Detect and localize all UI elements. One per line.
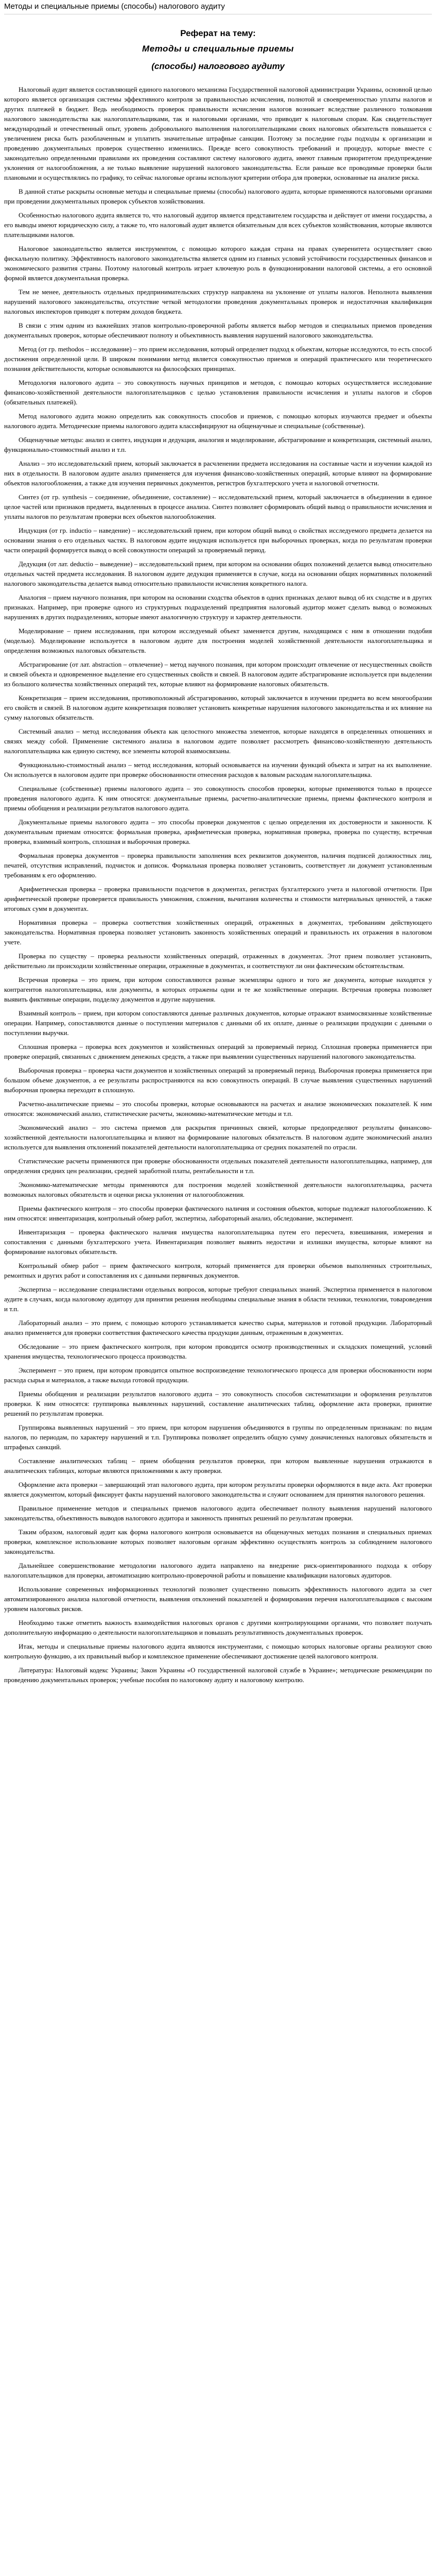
paragraph: Общенаучные методы: анализ и синтез, индукция и дедукция, аналогия и моделирование, абстрагирование и конкретизация, системный анализ, функционально-стоимостный анализ и т.п. (4, 436, 432, 453)
paragraph: В связи с этим одним из важнейших этапов контрольно-проверочной работы является выбор методов и специальных приемов проведения документальных проверок, которые обеспечивают полноту и объективность выявления нарушений налогового законодательства. (4, 321, 432, 339)
paragraph: Сплошная проверка – проверка всех документов и хозяйственных операций за проверяемый период. Сплошная проверка применяется при проверке операций, связанных с движением денежных средств, а также при выявлении существенных нарушений налогового законодательства. (4, 1043, 432, 1060)
paragraph: Группировка выявленных нарушений – это прием, при котором нарушения объединяются в группы по определенным признакам: по видам налогов, по периодам, по характеру нарушений и т.п. Группировка позволяет определить общую сумму доначисленных налоговых обязательств и штрафных санкций. (4, 1423, 432, 1451)
paragraph: Лабораторный анализ – это прием, с помощью которого устанавливается качество сырья, материалов и готовой продукции. Лабораторный анализ применяется для проверки соответствия фактического качества продукции данным, отраженным в документах. (4, 1319, 432, 1336)
paragraph: Формальная проверка документов – проверка правильности заполнения всех реквизитов документов, наличия подписей должностных лиц, печатей, отсутствия исправлений, подчисток и дописок. Формальная проверка позволяет установить, соответствует ли документ установленным требованиям к его оформлению. (4, 852, 432, 879)
paragraph: Аналогия – прием научного познания, при котором на основании сходства объектов в одних признаках делают вывод об их сходстве и в других признаках. Например, при проверке одного из структурных подразделений предприятия налоговый аудитор может сделать вывод о возможных нарушениях в других подразделениях, которые имеют аналогичную структуру и характер деятельности. (4, 594, 432, 621)
paragraph: Специальные (собственные) приемы налогового аудита – это совокупность способов проверки, которые применяются только в процессе проведения налогового аудита. К ним относятся: документальные приемы, расчетно-аналитические приемы, приемы фактического контроля и приемы обобщения и реализации результатов налогового аудита. (4, 785, 432, 812)
paragraph: Экспертиза – исследование специалистами отдельных вопросов, которые требуют специальных знаний. Экспертиза применяется в налоговом аудите в случаях, когда налоговому аудитору для принятия решения необходимы специальные знания в области техники, технологии, товароведения и т.п. (4, 1285, 432, 1313)
paragraph: Особенностью налогового аудита является то, что налоговый аудитор является представителем государства и действует от имени государства, а его выводы имеют юридическую силу, а также то, что налоговый аудит является обязательным для всех субъектов хозяйствования, которые являются плательщиками налогов. (4, 211, 432, 239)
paragraph: Экономический анализ – это система приемов для раскрытия причинных связей, которые предопределяют результаты финансово-хозяйственной деятельности налогоплательщика и влияют на формирование налоговых обязательств. В налоговом аудите экономический анализ используется для выявления отклонений показателей деятельности налогоплательщика от средних показателей по отрасли. (4, 1124, 432, 1151)
essay-title-line-3: (способы) налогового аудиту (151, 61, 285, 71)
paragraph: Расчетно-аналитические приемы – это способы проверки, которые основываются на расчетах и анализе экономических показателей. К ним относятся: экономический анализ, статистические расчеты, экономико-математические методы и т.п. (4, 1100, 432, 1117)
paragraph: Тем не менее, деятельность отдельных предпринимательских структур направлена на уклонение от уплаты налогов. Неполнота выявления нарушений налогового законодательства, отсутствие четкой методологии проведения документальных проверок и недостаточная квалификация налоговых инспекторов приводят к потерям доходов бюджета. (4, 288, 432, 315)
paragraph: Оформление акта проверки – завершающий этап налогового аудита, при котором результаты проверки оформляются в виде акта. Акт проверки является документом, который фиксирует факты нарушений налогового законодательства и служит основанием для принятия налогового решения. (4, 1481, 432, 1498)
essay (4, 27, 432, 1685)
paragraph: Методология налогового аудита – это совокупность научных принципов и методов, с помощью которых осуществляется исследование финансово-хозяйственной деятельности налогоплательщиков с целью установления правильности исчисления и уплаты налогов и сборов (обязательных платежей). (4, 379, 432, 406)
paragraph: Правильное применение методов и специальных приемов налогового аудита обеспечивает полноту выявления нарушений налогового законодательства, объективность выводов налогового аудитора и законность принятых решений по результатам проверки. (4, 1504, 432, 1522)
paragraph: Выборочная проверка – проверка части документов и хозяйственных операций за проверяемый период. Выборочная проверка применяется при большом объеме документов, а ее результаты распространяются на всю совокупность операций. В случае выявления существенных нарушений выборочная проверка переходит в сплошную. (4, 1066, 432, 1094)
paragraph: Проверка по существу – проверка реальности хозяйственных операций, отраженных в документах. Этот прием позволяет установить, действительно ли происходили хозяйственные операции, отраженные в документах, и соответствуют ли они фактическим обстоятельствам. (4, 952, 432, 970)
paragraph: Дальнейшее совершенствование методологии налогового аудита направлено на внедрение риск-ориентированного подхода к отбору налогоплательщиков для проверки, автоматизацию контрольно-проверочной работы и повышение квалификации налоговых аудиторов. (4, 1562, 432, 1579)
paragraph: Документальные приемы налогового аудита – это способы проверки документов с целью определения их достоверности и законности. К документальным приемам относятся: формальная проверка, арифметическая проверка, нормативная проверка, проверка по существу, встречная проверка, взаимный контроль, сплошная и выборочная проверка. (4, 818, 432, 845)
paragraph: Приемы обобщения и реализации результатов налогового аудита – это совокупность способов систематизации и оформления результатов проверки. К ним относятся: группировка выявленных нарушений, составление аналитических таблиц, оформление акта проверки, принятие решений по результатам проверки. (4, 1390, 432, 1417)
paragraph: Индукция (от гр. inductio – наведение) – исследовательский прием, при котором общий вывод о свойствах исследуемого предмета делается на основании знания о его отдельных частях. В налоговом аудите индукция используется при выборочных проверках, когда по результатам проверки части операций формируется вывод о всей совокупности операций за проверяемый период. (4, 527, 432, 554)
paragraph: Составление аналитических таблиц – прием обобщения результатов проверки, при котором выявленные нарушения отражаются в аналитических таблицах, которые являются приложениями к акту проверки. (4, 1457, 432, 1475)
paragraph: Моделирование – прием исследования, при котором исследуемый объект заменяется другим, находящимся с ним в отношении подобия (моделью). Моделирование используется в налоговом аудите для построения моделей хозяйственной деятельности налогоплательщика и определения возможных налоговых обязательств. (4, 627, 432, 654)
paragraph: Конкретизация – прием исследования, противоположный абстрагированию, который заключается в изучении предмета во всем многообразии его свойств и связей. В налоговом аудите конкретизация позволяет установить конкретные нарушения налогового законодательства и их влияние на сумму налоговых обязательств. (4, 694, 432, 721)
paragraph: Обследование – это прием фактического контроля, при котором проводится осмотр производственных и складских помещений, условий хранения имущества, технологического процесса производства. (4, 1343, 432, 1360)
paragraph: Метод (от гр. methodos – исследование) – это прием исследования, который определяет подход к объектам, которые исследуются, то есть способ достижения определенной цели. В широком понимании метод является совокупностью приемов и операций практического или теоретического познания действительности, которые основываются на философских принципах. (4, 345, 432, 372)
paragraph: Итак, методы и специальные приемы налогового аудита являются инструментами, с помощью которых налоговые органы реализуют свою контрольную функцию, а их правильный выбор и комплексное применение обеспечивают достижение целей налогового контроля. (4, 1642, 432, 1660)
paragraph: Необходимо также отметить важность взаимодействия налоговых органов с другими контролирующими органами, что позволяет получать дополнительную информацию о деятельности налогоплательщиков и повышать результативность документальных проверок. (4, 1619, 432, 1636)
paragraph: Инвентаризация – проверка фактического наличия имущества налогоплательщика путем его пересчета, взвешивания, измерения и сопоставления с данными бухгалтерского учета. Инвентаризация позволяет выявить недостачи и излишки имущества, которые влияют на формирование налоговых обязательств. (4, 1228, 432, 1256)
paragraph: Контрольный обмер работ – прием фактического контроля, который применяется для проверки объемов выполненных строительных, ремонтных и других работ и сопоставления их с данными первичных документов. (4, 1262, 432, 1279)
paragraph: Синтез (от гр. synthesis – соединение, объединение, составление) – исследовательский прием, который заключается в объединении в единое целое частей или признаков предмета, выделенных в процессе анализа. Синтез позволяет сформировать общий вывод о правильности исчисления и уплаты налогов по результатам проверки всех объектов налогообложения. (4, 493, 432, 520)
essay-body (4, 84, 432, 1685)
paragraph: Таким образом, налоговый аудит как форма налогового контроля основывается на общенаучных методах познания и специальных приемах проверки, комплексное использование которых позволяет налоговым органам эффективно осуществлять контроль за соблюдением налогового законодательства. (4, 1528, 432, 1555)
page-title: Методы и специальные приемы (способы) налогового аудиту (4, 0, 432, 14)
paragraph: Литература: Налоговый кодекс Украины; Закон Украины «О государственной налоговой службе в Украине»; методические рекомендации по проведению документальных проверок; учебные пособия по налоговому аудиту и налоговому контролю. (4, 1666, 432, 1684)
paragraph: Приемы фактического контроля – это способы проверки фактического наличия и состояния объектов, которые подлежат налогообложению. К ним относятся: инвентаризация, контрольный обмер работ, экспертиза, лабораторный анализ, обследование, эксперимент. (4, 1205, 432, 1222)
paragraph: Арифметическая проверка – проверка правильности подсчетов в документах, регистрах бухгалтерского учета и налоговой отчетности. При арифметической проверке проверяется правильность умножения, сложения, вычитания количества и стоимости материальных ценностей, а также итоговых сумм в документах. (4, 885, 432, 912)
paragraph: Взаимный контроль – прием, при котором сопоставляются данные различных документов, которые отражают взаимосвязанные хозяйственные операции. Например, сопоставляются данные о поступлении материалов с данными об их оплате, данные о реализации продукции с данными о поступлении выручки. (4, 1009, 432, 1037)
paragraph: Встречная проверка – это прием, при котором сопоставляются разные экземпляры одного и того же документа, которые находятся у контрагентов налогоплательщика, или документы, в которых отражены одни и те же хозяйственные операции. Встречная проверка позволяет выявить фиктивные операции, подделку документов и другие нарушения. (4, 976, 432, 1003)
essay-title-line-1: Реферат на тему: (180, 28, 256, 38)
paragraph: Экономико-математические методы применяются для построения моделей хозяйственной деятельности налогоплательщика, расчета возможных налоговых обязательств и оценки риска уклонения от налогообложения. (4, 1181, 432, 1198)
paragraph: Анализ – это исследовательский прием, который заключается в расчленении предмета исследования на составные части и изучении каждой из них в отдельности. В налоговом аудите анализ применяется для изучения финансово-хозяйственных операций, которые влияют на формирование объектов налогообложения, а также для изучения первичных документов, регистров бухгалтерского учета и налоговой отчетности. (4, 460, 432, 487)
paragraph: Дедукция (от лат. deductio – выведение) – исследовательский прием, при котором на основании общих положений делается вывод относительно отдельных частей предмета исследования. В налоговом аудите дедукция применяется в случае, когда на основании общих нормативных положений налогового законодательства делается вывод относительно правильности исчисления конкретного налога. (4, 560, 432, 587)
paragraph: Статистические расчеты применяются при проверке обоснованности отдельных показателей деятельности налогоплательщика, например, для определения средних цен реализации, средней заработной платы, рентабельности и т.п. (4, 1157, 432, 1175)
paragraph: Функционально-стоимостный анализ – метод исследования, который основывается на изучении функций объекта и затрат на их выполнение. Он используется в налоговом аудите при проверке обоснованности отнесения расходов к валовым расходам налогоплательщика. (4, 761, 432, 778)
paragraph: Абстрагирование (от лат. abstraction – отвлечение) – метод научного познания, при котором происходит отвлечение от несущественных свойств и связей объекта и одновременное выделение его существенных свойств и связей. В налоговом аудите абстрагирование используется при выделении из большого количества хозяйственных операций тех, которые влияют на формирование налоговых обязательств. (4, 660, 432, 688)
essay-title-line-2: Методы и специальные приемы (142, 44, 294, 54)
paragraph: Метод налогового аудита можно определить как совокупность способов и приемов, с помощью которых изучаются предмет и объекты налогового аудита. Методические приемы налогового аудита классифицируют на общенаучные и специальные (собственные). (4, 412, 432, 430)
paragraph: Эксперимент – это прием, при котором проводится опытное воспроизведение технологического процесса для проверки обоснованности норм расхода сырья и материалов, а также выхода готовой продукции. (4, 1366, 432, 1384)
paragraph: В данной статье раскрыты основные методы и специальные приемы (способы) налогового аудита, которые применяются налоговыми органами при проведении документальных проверок субъектов хозяйствования. (4, 188, 432, 205)
paragraph: Системный анализ – метод исследования объекта как целостного множества элементов, которые находятся в определенных отношениях и связях между собой. Применение системного анализа в налоговом аудите позволяет рассмотреть финансово-хозяйственную деятельность налогоплательщика как единую систему, все элементы которой взаимосвязаны. (4, 727, 432, 755)
paragraph: Использование современных информационных технологий позволяет существенно повысить эффективность налогового аудита за счет автоматизированного анализа налоговой отчетности, выявления отклонений показателей и формирования перечня налогоплательщиков с высоким уровнем налоговых рисков. (4, 1585, 432, 1613)
paragraph: Налоговое законодательство является инструментом, с помощью которого каждая страна на правах суверенитета осуществляет свою фискальную политику. Эффективность налогового законодательства является одним из главных условий устойчивости государственных финансов и экономического развития страны. Поэтому налоговый контроль играет ключевую роль в функционировании налоговой системы, а его основной формой является документальная проверка. (4, 245, 432, 282)
paragraph: Налоговый аудит является составляющей единого налогового механизма Государственной налоговой администрации Украины, основной целью которого является организация системы эффективного контроля за правильностью исчисления, полнотой и своевременностью уплаты налогов и других платежей в бюджет. Ведь необходимость проверок правильности исчисления налогов возникает вследствие различного толкования налогового законодательства как налогоплательщиками, так и налоговыми органами, что приводит к налоговым спорам. Как свидетельствует международный и отечественный опыт, уровень добровольного выполнения налогоплательщиками своих налоговых обязательств повышается с увеличением риска быть разоблаченным и уплатить значительные штрафные санкции. Поэтому за последние годы подходы к организации и проведению документальных проверок существенно изменились. Прежде всего совокупность требований и процедур, которые вместе с законодательно определенными правилами их проведения составляют систему налогового аудита, имеют главным приоритетом предупреждение уклонения от налогообложения, а не только выявление нарушений налогового законодательства. Если раньше все проводимые проверки были плановыми и осуществлялись по графику, то сейчас налоговые органы используют критерии отбора для проверки, основанные на анализе риска. (4, 86, 432, 181)
paragraph: Нормативная проверка – проверка соответствия хозяйственных операций, отраженных в документах, требованиям действующего законодательства. Нормативная проверка позволяет установить законность хозяйственных операций и правильность их отражения в налоговом учете. (4, 919, 432, 946)
